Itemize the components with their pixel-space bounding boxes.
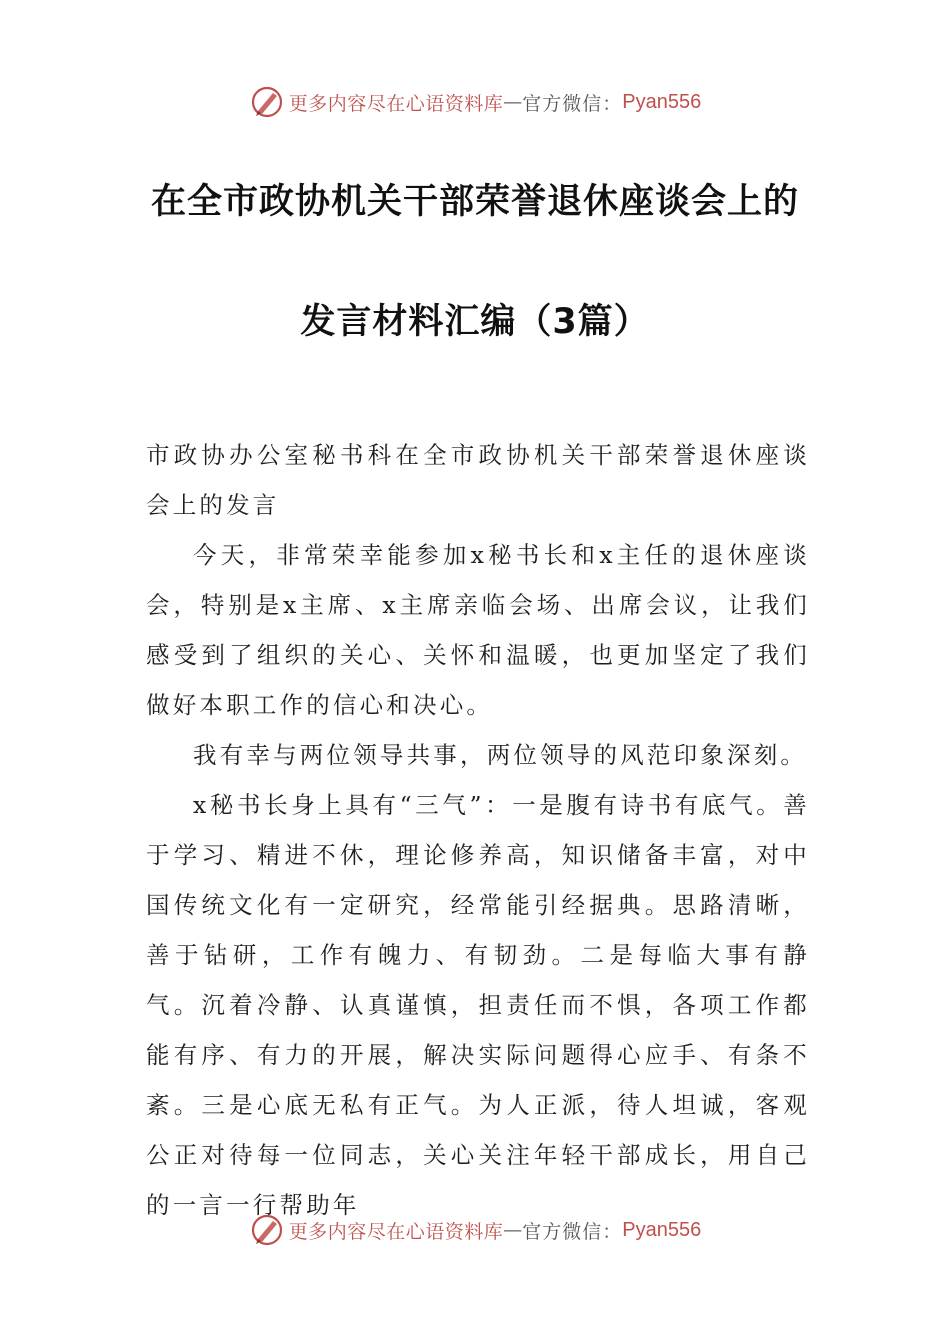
banner-brand: 更多内容尽在心语资料库 [288, 1220, 504, 1243]
banner-wechat-id: Pyan556 [622, 90, 702, 113]
banner-wechat-id: Pyan556 [622, 1218, 702, 1241]
banner-separator: — [503, 1219, 523, 1241]
paragraph: 我有幸与两位领导共事，两位领导的风范印象深刻。 [193, 741, 808, 769]
pen-logo-icon [249, 84, 285, 120]
document-title-line-1: 在全市政协机关干部荣誉退休座谈会上的 [150, 182, 799, 222]
paragraph: 今天，非常荣幸能参加x秘书长和x主任的退休座谈会，特别是x主席、x主席亲临会场、出席会议，让我们感受到了组织的关心、关怀和温暖，也更加坚定了我们做好本职工作的信心和决心。 [146, 541, 810, 719]
banner-wechat-label: 官方微信： [522, 1220, 623, 1243]
header-banner [0, 82, 950, 122]
speech-heading: 市政协办公室秘书科在全市政协机关干部荣誉退休座谈会上的发言 [146, 441, 810, 519]
document-body [146, 430, 810, 1230]
banner-brand: 更多内容尽在心语资料库 [288, 92, 504, 115]
footer-banner [0, 1210, 950, 1250]
pen-logo-icon [249, 1212, 285, 1248]
document-title-line-2: 发言材料汇编（3篇） [300, 302, 650, 342]
banner-wechat-label: 官方微信： [522, 92, 623, 115]
paragraph: x秘书长身上具有“三气”：一是腹有诗书有底气。善于学习、精进不休，理论修养高，知识储备丰富，对中国传统文化有一定研究，经常能引经据典。思路清晰，善于钻研，工作有魄力、有韧劲。二是每临大事有静气。沉着冷静、认真谨慎，担责任而不惧，各项工作都能有序、有力的开展，解决实际问题得心应手、有条不紊。三是心底无私有正气。为人正派，待人坦诚，客观公正对待每一位同志，关心关注年轻干部成长，用自己的一言一行帮助年 [146, 791, 810, 1219]
banner-separator: — [503, 91, 523, 113]
